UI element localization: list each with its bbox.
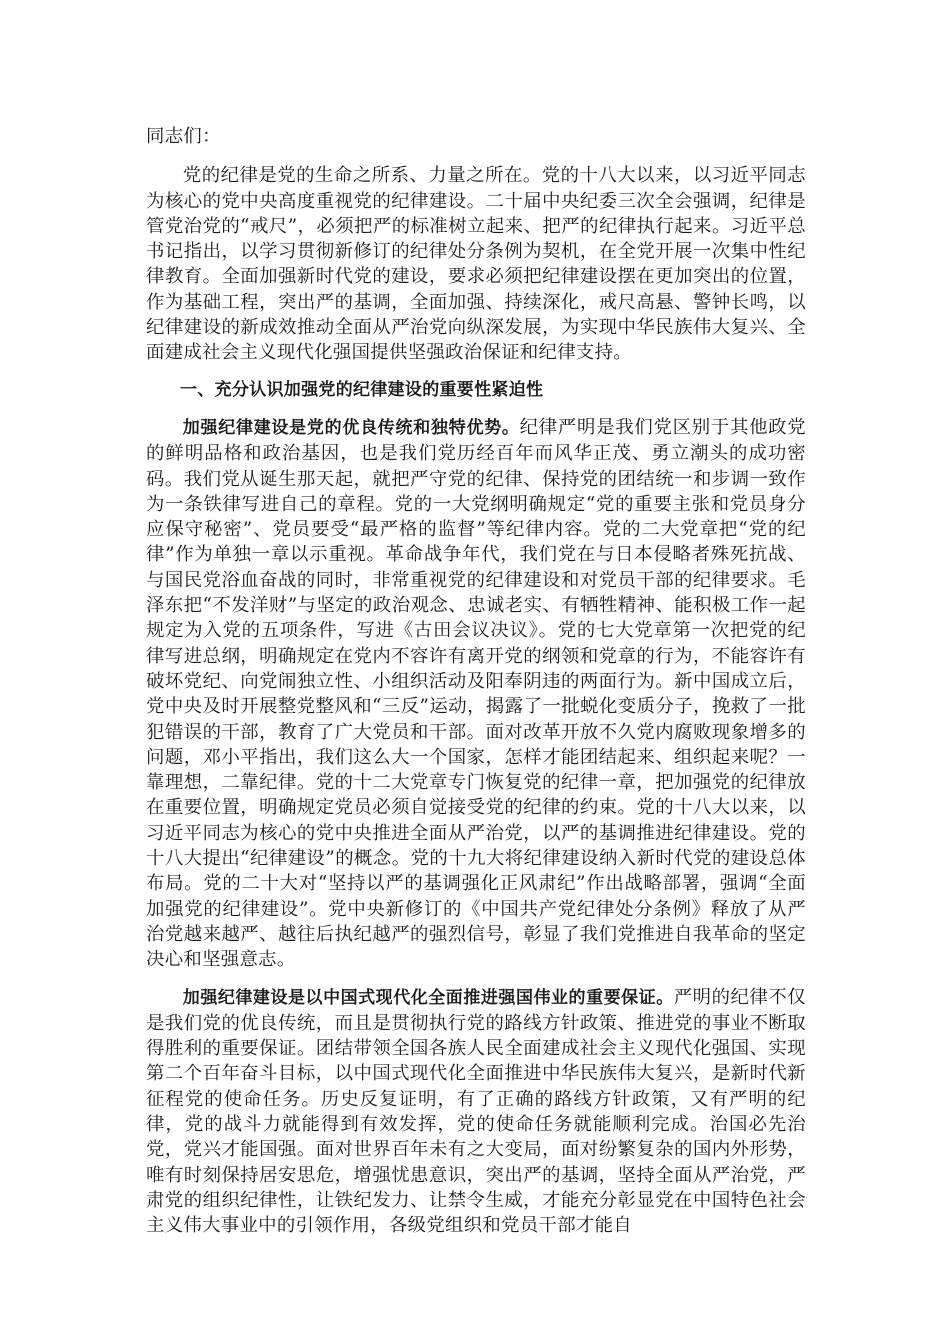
intro-paragraph: 党的纪律是党的生命之所系、力量之所在。党的十八大以来，以习近平同志为核心的党中央高度重视党的纪律建设。二十届中央纪委三次全会强调，纪律是管党治党的“戒尺”，必须把严的标准树立起来、把严的纪律执行起来。习近平总书记指出，以学习贯彻新修订的纪律处分条例为契机，在全党开展一次集中性纪律教育。全面加强新时代党的建设，要求必须把纪律建设摆在更加突出的位置，作为基础工程，突出严的基调，全面加强、持续深化，戒尺高悬、警钟长鸣，以纪律建设的新成效推动全面从严治党向纵深发展，为实现中华民族伟大复兴、全面建成社会主义现代化强国提供坚强政治保证和纪律支持。 (146, 165, 806, 364)
paragraph-lead: 加强纪律建设是以中国式现代化全面推进强国伟业的重要保证。 (182, 987, 674, 1008)
paragraph-body: 严明的纪律不仅是我们党的优良传统，而且是贯彻执行党的路线方针政策、推进党的事业不断取得胜利的重要保证。团结带领全国各族人民全面建成社会主义现代化强国、实现第二个百年奋斗目标，以中国式现代化全面推进中华民族伟大复兴，是新时代新征程党的使命任务。历史反复证明，有了正确的路线方针政策，又有严明的纪律，党的战斗力就能得到有效发挥，党的使命任务就能顺利完成。治国必先治党，党兴才能国强。面对世界百年未有之大变局，面对纷繁复杂的国内外形势，唯有时刻保持居安思危，增强忧患意识，突出严的基调，坚持全面从严治党，严肃党的组织纪律性，让铁纪发力、让禁令生威，才能充分彰显党在中国特色社会主义伟大事业中的引领作用，各级党组织和党员干部才能自 (146, 986, 806, 1237)
document-page (146, 124, 806, 1250)
paragraph-lead: 加强纪律建设是党的优良传统和独特优势。 (182, 417, 520, 438)
paragraph-discipline-guarantee (146, 985, 806, 1239)
paragraph-discipline-tradition (146, 415, 806, 973)
paragraph-body: 纪律严明是我们党区别于其他政党的鲜明品格和政治基因，也是我们党历经百年而风华正茂、勇立潮头的成功密码。我们党从诞生那天起，就把严守党的纪律、保持党的团结统一和步调一致作为一条铁律写进自己的章程。党的一大党纲明确规定“党的重要主张和党员身分应保守秘密”、党员要受“最严格的监督”等纪律内容。党的二大党章把“党的纪律”作为单独一章以示重视。革命战争年代，我们党在与日本侵略者殊死抗战、与国民党浴血奋战的同时，非常重视党的纪律建设和对党员干部的纪律要求。毛泽东把“不发洋财”与坚定的政治观念、忠诚老实、有牺牲精神、能积极工作一起规定为入党的五项条件，写进《古田会议决议》。党的七大党章第一次把党的纪律写进总纲，明确规定在党内不容许有离开党的纲领和党章的行为，不能容许有破坏党纪、向党闹独立性、小组织活动及阳奉阴违的两面行为。新中国成立后，党中央及时开展整党整风和“三反”运动，揭露了一批蜕化变质分子，挽救了一批犯错误的干部，教育了广大党员和干部。面对改革开放不久党内腐败现象增多的问题，邓小平指出，我们这么大一个国家，怎样才能团结起来、组织起来呢？一靠理想，二靠纪律。党的十二大党章专门恢复党的纪律一章，把加强党的纪律放在重要位置，明确规定党员必须自觉接受党的纪律的约束。党的十八大以来，以习近平同志为核心的党中央推进全面从严治党，以严的基调推进纪律建设。党的十八大提出“纪律建设”的概念。党的十九大将纪律建设纳入新时代党的建设总体布局。党的二十大对“坚持以严的基调强化正风肃纪”作出战略部署，强调“全面加强党的纪律建设”。党中央新修订的《中国共产党纪律处分条例》释放了从严治党越来越严、越往后执纪越严的强烈信号，彰显了我们党推进自我革命的坚定决心和坚强意志。 (146, 416, 806, 971)
salutation: 同志们： (146, 126, 221, 147)
section-heading-1: 一、充分认识加强党的纪律建设的重要性紧迫性 (180, 379, 544, 400)
